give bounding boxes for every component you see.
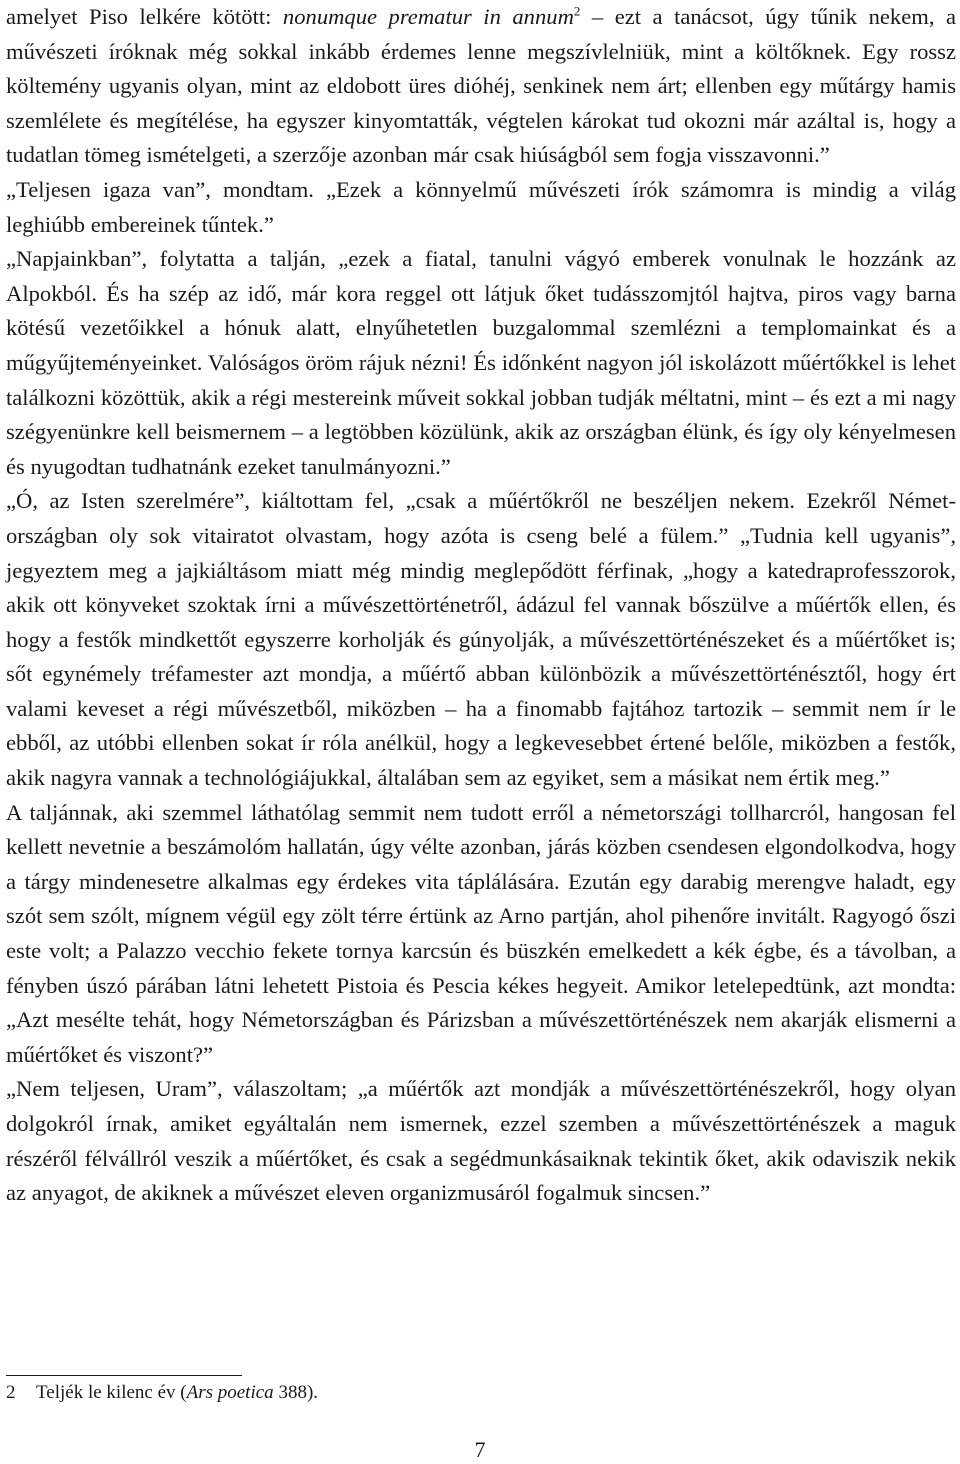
footnote-number: 2 <box>6 1382 16 1403</box>
paragraph-4: „Ó, az Isten szerelmére”, kiáltottam fel, „csak a műértőkről ne beszéljen nekem. Ezekről Németországban oly sok vitairatot olvastam, hogy azóta is cseng belé a fülem.” „Tudnia kell ugyanis”, jegyeztem meg a jajkiáltásom miatt még mindig meglepődött férfinak, „hogy a katedraprofesszorok, akik ott könyveket szoktak írni a művészettörténetről, ádázul fel vannak bőszülve a műértők ellen, és hogy a festők mindkettőt egyszerre korholják és gúnyolják, a művészettörténészeket és a műértőket is; sőt egynémely tréfamester azt mondja, a műértő abban különbözik a művészettörténésztől, hogy ért valami keveset a régi művészetből, miközben – ha a finomabb fajtához tartozik – semmit nem ír le ebből, az utóbbi ellenben sokat ír róla anélkül, hogy a legkevesebbet értené belőle, miközben a festők, akik nagyra vannak a technológiájukkal, általában sem az egyiket, sem a másikat nem értik meg.” <box>6 488 956 791</box>
paragraph-2: „Teljesen igaza van”, mondtam. „Ezek a könnyelmű művészeti írók számomra is mindig a világ leghiúbb embereinek tűntek.” <box>6 176 956 237</box>
footnote-text-a: Teljék le kilenc év ( <box>36 1382 187 1403</box>
body-text <box>6 0 956 1211</box>
paragraph-5: A taljánnak, aki szemmel láthatólag semmit nem tudott erről a németországi tollharcról, hangosan fel kellett nevetnie a beszámolóm hallatán, úgy vélte azonban, járás közben csendesen elgondolkodva, hogy a tárgy mindenesetre alkalmas egy érdekes vita táplálására. Ezután egy darabig merengve haladt, egy szót sem szólt, mígnem végül egy zölt térre értünk az Arno partján, ahol pihenőre invitált. Ragyogó őszi este volt; a Palazzo vecchio fekete tornya karcsún és büszkén emelkedett a kék égbe, és a távolban, a fényben úszó párában látni lehetett Pistoia és Pescia kékes hegyeit. Amikor letelepedtünk, azt mondta: „Azt mesélte tehát, hogy Németországban és Párizsban a művészettörténészek nem akarják elismerni a műértőket és viszont?” <box>6 799 956 1067</box>
paragraph-6: „Nem teljesen, Uram”, válaszoltam; „a műértők azt mondják a művészettörténészekről, hogy olyan dolgokról írnak, amiket egyáltalán nem ismernek, ezzel szemben a művészettörténészek a maguk részéről félvállról veszik a műértőket, és csak a segédmunkásaiknak tekintik őket, akik odaviszik nekik az anyagot, de akiknek a művészet eleven organizmusáról fogalmuk sincsen.” <box>6 1076 956 1206</box>
footnote-title: Ars poetica <box>186 1382 274 1403</box>
footnote-ref[interactable]: 2 <box>573 3 581 19</box>
footnote-text-b: 388). <box>273 1382 319 1403</box>
footnote <box>6 1379 318 1407</box>
page-number: 7 <box>474 1437 486 1462</box>
paragraph-1-text-b: – ezt a tanácsot, úgy tűnik nekem, a művészeti íróknak még sokkal inkább érdemes lenne megszívlelniük, mint a költőknek. Egy rossz költemény ugyanis olyan, mint az eldobott üres dióhéj, senkinek nem árt; ellenben egy műtárgy hamis szemlélete és megítélése, ha egyszer kinyomtatták, végtelen károkat tud okozni már azáltal is, hogy a tudatlan tömeg ismételgeti, a szerzője azonban már csak hiúságból sem fogja visszavonni.” <box>6 4 956 168</box>
page <box>6 0 956 1211</box>
latin-quote: nonumque prematur in annum <box>282 4 574 29</box>
paragraph-3: „Napjainkban”, folytatta a talján, „ezek a fiatal, tanulni vágyó emberek vonulnak le hozzánk az Alpokból. És ha szép az idő, már kora reggel ott látjuk őket tudásszomjtól hajtva, piros vagy barna kötésű vezetőikkel a hónuk alatt, elnyűhetetlen buzgalommal szemlézni a templomainkat és a műgyűjteményeinket. Valóságos öröm rájuk nézni! És időnként nagyon jól iskolázott műértőkkel is lehet találkozni közöttük, akik a régi mestereink műveit sokkal jobban tudják méltatni, mint – és ezt a mi nagy szégyenünkre kell beismernem – a legtöbben közülünk, akik az országban élünk, és így oly kényelmesen és nyugodtan tudhatnánk ezeket tanulmányozni.” <box>6 246 956 479</box>
footnote-separator <box>6 1375 242 1376</box>
paragraph-1-text-a: amelyet Piso lelkére kötött: <box>6 4 283 29</box>
paragraph-1 <box>6 0 956 173</box>
